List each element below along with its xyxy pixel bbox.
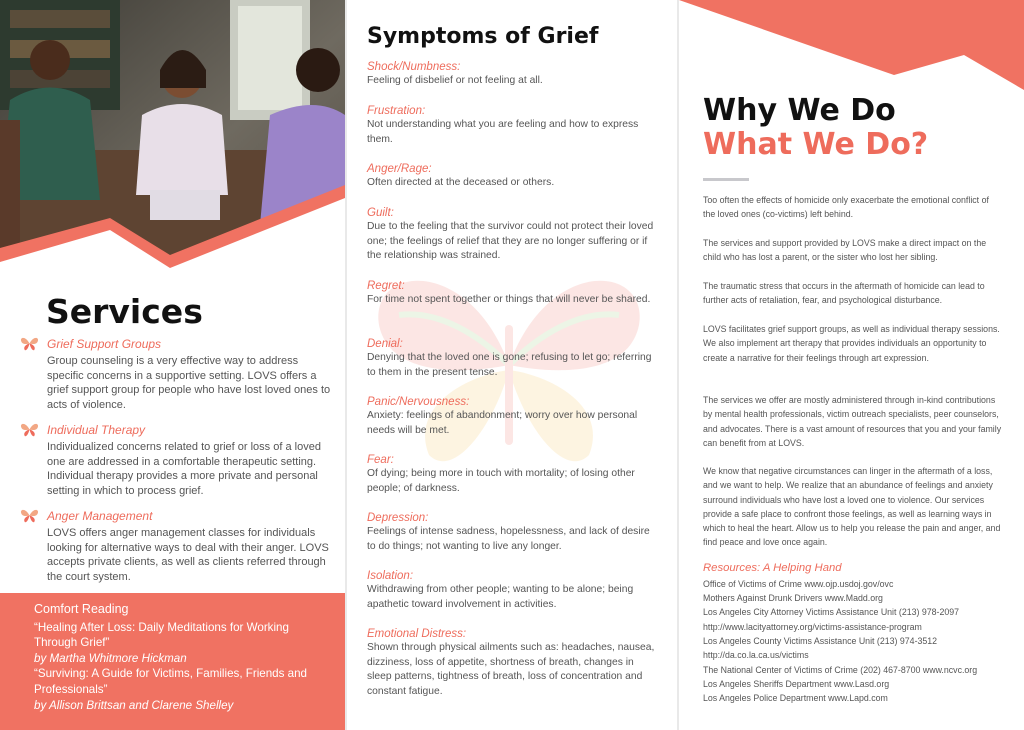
butterfly-icon [20, 508, 39, 523]
symptom-title: Regret: [367, 280, 405, 292]
resource-line: Office of Victims of Crime www.ojp.usdoj.gov/ovc [703, 579, 894, 589]
comfort-reading-heading: Comfort Reading [34, 602, 129, 616]
symptom-item [367, 280, 659, 308]
heading-divider [703, 178, 749, 181]
symptom-title: Panic/Nervousness: [367, 396, 470, 408]
symptom-description: For time not spent together or things that will never be shared. [367, 294, 651, 305]
symptom-description: Feelings of intense sadness, hopelessness, and lack of desire to do things; not wanting to live any longer. [367, 526, 650, 552]
symptom-description: Often directed at the deceased or others. [367, 177, 555, 188]
symptom-item [367, 628, 659, 699]
symptoms-panel [347, 0, 677, 730]
resources-heading: Resources: A Helping Hand [703, 562, 842, 574]
symptom-title: Frustration: [367, 105, 426, 117]
symptom-description: Withdrawing from other people; wanting to be alone; being apathetic toward involvement in activities. [367, 584, 634, 610]
resource-line: Los Angeles City Attorney Victims Assistance Unit (213) 978-2097 [703, 607, 960, 617]
service-description: Group counseling is a very effective way to address specific concerns in a supportive setting. LOVS offers a grief support group for people who have lost loved ones to acts of violence. [47, 355, 331, 411]
why-paragraph: The services we offer are mostly administered through in-kind contributions by mental health professionals, victim outreach specialists, peer counselors, and advocates. There is a vast amount of resources that you and your family can benefit from at LOVS. [703, 395, 1002, 448]
symptom-title: Isolation: [367, 570, 414, 582]
symptom-item [367, 105, 659, 147]
symptom-title: Denial: [367, 338, 403, 350]
service-title: Anger Management [47, 508, 153, 523]
why-paragraph: The services and support provided by LOVS make a direct impact on the child who has lost a parent, or the sister who lost her sibling. [703, 238, 987, 263]
why-paragraph: The traumatic stress that occurs in the aftermath of homicide can lead to further acts of retaliation, fear, and psychological disturbance. [703, 281, 985, 306]
book-author: by Martha Whitmore Hickman [34, 651, 187, 665]
coral-corner-shape [679, 0, 1024, 90]
book-title: “Surviving: A Guide for Victims, Families, Friends and Professionals” [34, 667, 307, 696]
symptom-description: Anxiety: feelings of abandonment; worry over how personal needs will be met. [367, 410, 638, 436]
resource-line: http://www.lacityattorney.org/victims-assistance-program [703, 622, 922, 632]
service-title: Grief Support Groups [47, 336, 162, 351]
symptom-item [367, 61, 659, 89]
resource-line: Mothers Against Drunk Drivers www.Madd.org [703, 593, 883, 603]
symptom-description: Feeling of disbelief or not feeling at all. [367, 75, 543, 86]
why-heading-line2: What We Do? [703, 127, 929, 162]
symptom-description: Not understanding what you are feeling and how to express them. [367, 119, 639, 145]
symptom-title: Shock/Numbness: [367, 61, 461, 73]
services-panel [0, 0, 345, 730]
butterfly-icon [20, 422, 39, 437]
symptom-item [367, 396, 659, 438]
symptoms-heading: Symptoms of Grief [367, 24, 599, 49]
symptom-item [367, 207, 659, 264]
why-paragraph: Too often the effects of homicide only exacerbate the emotional conflict of the loved ones (co-victims) left behind. [703, 195, 989, 220]
symptom-title: Guilt: [367, 207, 394, 219]
service-anger-management [20, 508, 332, 584]
symptom-description: Shown through physical ailments such as: headaches, nausea, dizziness, loss of appetite, shortness of breath, changes in sleep patterns, tightness of breath, loss of concentration and constant fatigue. [367, 642, 655, 697]
resource-line: The National Center of Victims of Crime (202) 467-8700 www.ncvc.org [703, 665, 978, 675]
butterfly-icon [20, 336, 39, 351]
book-author: by Allison Brittsan and Clarene Shelley [34, 698, 234, 712]
why-we-do-panel [679, 0, 1024, 730]
symptom-title: Anger/Rage: [367, 163, 432, 175]
service-description: LOVS offers anger management classes for individuals looking for alternative ways to deal with their anger. LOVS accepts private clients, as well as clients referred through the court system. [47, 527, 329, 583]
service-title: Individual Therapy [47, 422, 146, 437]
book-title: “Healing After Loss: Daily Meditations for Working Through Grief” [34, 620, 289, 650]
service-individual-therapy [20, 422, 332, 498]
group-therapy-photo [0, 0, 345, 300]
symptom-description: Denying that the loved one is gone; refusing to let go; referring to them in the present tense. [367, 352, 652, 378]
symptom-title: Fear: [367, 454, 394, 466]
symptom-title: Emotional Distress: [367, 628, 467, 640]
why-paragraph: LOVS facilitates grief support groups, as well as individual therapy sessions. We also implement art therapy that provides individuals an opportunity to create a narrative for their feelings through art expression. [703, 324, 1000, 363]
services-heading: Services [46, 292, 203, 331]
symptom-item [367, 454, 659, 496]
resource-line: Los Angeles County Victims Assistance Unit (213) 974-3512 [703, 636, 938, 646]
why-heading-line1: Why We Do [703, 93, 896, 128]
symptom-item [367, 570, 659, 612]
symptom-item [367, 338, 659, 380]
resource-line: http://da.co.la.ca.us/victims [703, 650, 809, 660]
symptom-title: Depression: [367, 512, 429, 524]
symptom-description: Due to the feeling that the survivor could not protect their loved one; the feelings of relief that they are no longer suffering or if the relationship was strained. [367, 221, 654, 261]
service-grief-support-groups [20, 336, 332, 412]
service-description: Individualized concerns related to grief or loss of a loved one are addressed in a comfortable therapeutic setting. Individual therapy provides a more private and personal setting in which to process grief. [47, 441, 321, 497]
why-paragraph: We know that negative circumstances can linger in the aftermath of a loss, and we want to help. We realize that an abundance of feelings and anxiety surround individuals who have lost a loved one to violence. Our services provide a safe place to confront those feelings, as well as learning ways in which to heal the heart. Allow us to help you release the pain and anger, and find peace and love once again. [703, 466, 1001, 548]
resource-line: Los Angeles Police Department www.Lapd.com [703, 693, 888, 703]
symptom-description: Of dying; being more in touch with mortality; of losing other people; of darkness. [367, 468, 635, 494]
symptom-item [367, 512, 659, 554]
symptom-item [367, 163, 659, 191]
comfort-reading-box [0, 593, 345, 730]
resource-line: Los Angeles Sheriffs Department www.Lasd.org [703, 679, 890, 689]
